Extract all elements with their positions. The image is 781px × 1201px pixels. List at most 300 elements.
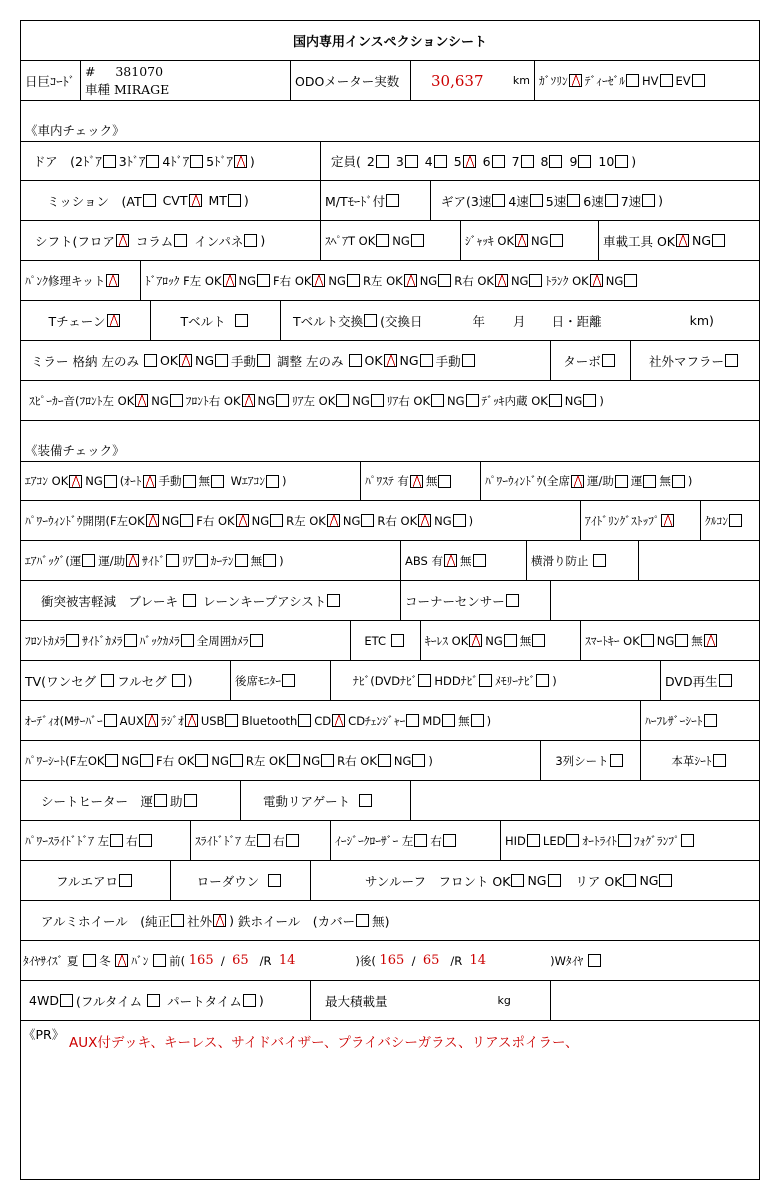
spk-deck-ng-checkbox[interactable]	[583, 394, 596, 407]
label-text: NG	[434, 513, 452, 528]
gear-5-checkbox[interactable]	[567, 194, 580, 207]
closer-right-checkbox[interactable]	[443, 834, 456, 847]
label-text: DVD再生	[665, 673, 718, 689]
spk-fr-ng-checkbox[interactable]	[276, 394, 289, 407]
closer-left-checkbox[interactable]	[414, 834, 427, 847]
label-text: 3ﾄﾞｱ	[118, 154, 146, 169]
car-label: 車種	[85, 81, 111, 97]
ps-rl-ok-checkbox[interactable]	[287, 754, 300, 767]
label-text: ｽﾏｰﾄｷｰ OK	[585, 633, 640, 648]
smartkey-ok-checkbox[interactable]	[641, 634, 654, 647]
label-text: )	[552, 673, 557, 688]
cd-changer-checkbox[interactable]	[406, 714, 419, 727]
w-aircon-checkbox[interactable]	[266, 475, 279, 488]
cap-9-checkbox[interactable]	[578, 155, 591, 168]
airbag-rear-checkbox[interactable]	[195, 554, 208, 567]
slide-door-row	[21, 821, 759, 861]
inspection-sheet	[20, 20, 760, 1180]
rear-monitor-checkbox[interactable]	[282, 674, 295, 687]
keyless-ok-checkbox[interactable]	[469, 634, 482, 647]
power-gate-checkbox[interactable]	[359, 794, 372, 807]
tire-van-checkbox[interactable]	[153, 954, 166, 967]
pw-all-checkbox[interactable]	[571, 475, 584, 488]
label-text: ギア(3速	[441, 193, 492, 209]
fullseg-checkbox[interactable]	[172, 674, 185, 687]
aircon-auto-checkbox[interactable]	[143, 475, 156, 488]
lock-rr-ok-checkbox[interactable]	[495, 274, 508, 287]
slide-left-checkbox[interactable]	[257, 834, 270, 847]
label-text: NG	[85, 474, 103, 488]
label-text: ｴｱｺﾝ OK	[25, 474, 69, 488]
label-text: 無)	[372, 913, 390, 929]
pst-yes-checkbox[interactable]	[410, 475, 423, 488]
label-text: 後席ﾓﾆﾀｰ	[235, 673, 281, 688]
tire-winter-checkbox[interactable]	[115, 954, 128, 967]
door-row	[21, 141, 759, 181]
label-text: ﾀｲﾔｻｲｽﾞ 夏	[23, 953, 79, 968]
label-text: ABS 有	[405, 553, 444, 568]
label-text: ﾊﾞｯｸｶﾒﾗ	[139, 633, 180, 648]
mirror-adj-left-checkbox[interactable]	[349, 354, 362, 367]
pwo-rr-ng-checkbox[interactable]	[453, 514, 466, 527]
label-text: ﾘｱ	[182, 553, 194, 568]
pr-row	[21, 1021, 759, 1179]
label-text: 5速	[545, 193, 567, 209]
fog-checkbox[interactable]	[681, 834, 694, 847]
spk-rl-ok-checkbox[interactable]	[336, 394, 349, 407]
auto-light-checkbox[interactable]	[618, 834, 631, 847]
spk-rr-ng-checkbox[interactable]	[466, 394, 479, 407]
fuel-hv-checkbox[interactable]	[660, 74, 673, 87]
lock-trunk-ok-checkbox[interactable]	[590, 274, 603, 287]
full-aero-checkbox[interactable]	[119, 874, 132, 887]
label-text: ﾗｼﾞｵ	[160, 713, 184, 728]
at-checkbox[interactable]	[143, 194, 156, 207]
label-text: 日・距離	[551, 313, 602, 329]
label-text: )	[687, 474, 693, 488]
label-text: (ｵｰﾄ	[119, 474, 142, 488]
mirror-adj-ng-checkbox[interactable]	[420, 354, 433, 367]
wheel-aftermarket-checkbox[interactable]	[213, 914, 226, 927]
ps-rr-ok-checkbox[interactable]	[378, 754, 391, 767]
hid-checkbox[interactable]	[527, 834, 540, 847]
front-tire-aspect: 65	[232, 953, 249, 968]
puncture-kit-checkbox[interactable]	[106, 274, 119, 287]
label-text: NG	[211, 753, 229, 768]
lock-fr-ok-checkbox[interactable]	[312, 274, 325, 287]
shift-inpane-checkbox[interactable]	[244, 234, 257, 247]
label-text: )	[187, 673, 193, 688]
wheel-row	[21, 901, 759, 941]
label-text: NG	[447, 393, 465, 408]
audio-none-checkbox[interactable]	[471, 714, 484, 727]
fourwd-row	[21, 981, 759, 1021]
label-text: CD	[314, 713, 332, 728]
label-text: 2	[366, 153, 375, 169]
label-text: ｼﾞｬｯｷ OK	[465, 233, 514, 248]
ps-fl-ok-checkbox[interactable]	[105, 754, 118, 767]
around-cam-checkbox[interactable]	[250, 634, 263, 647]
label-text: ﾄﾞｱﾛｯｸ F左 OK	[145, 273, 222, 288]
ps-rr-ng-checkbox[interactable]	[412, 754, 425, 767]
aircon-manual-checkbox[interactable]	[183, 475, 196, 488]
tbelt-change-checkbox[interactable]	[364, 314, 377, 327]
label-text: ETC	[364, 633, 386, 648]
pslide-right-checkbox[interactable]	[139, 834, 152, 847]
label-text: NG	[161, 513, 180, 528]
cap-2-checkbox[interactable]	[376, 155, 389, 168]
aircon-none-checkbox[interactable]	[211, 475, 224, 488]
label-text: 10	[598, 153, 615, 169]
label-text: /	[411, 953, 416, 968]
label-text: km)	[689, 313, 714, 328]
pwo-fr-ok-checkbox[interactable]	[236, 514, 249, 527]
mt-mode-checkbox[interactable]	[386, 194, 399, 207]
label-text: 最大積載量	[325, 993, 388, 1009]
front-cam-checkbox[interactable]	[66, 634, 79, 647]
label-text: 鉄ホイール (カバー	[238, 913, 356, 929]
front-tire-rim: 14	[278, 953, 296, 968]
pwo-rl-ng-checkbox[interactable]	[361, 514, 374, 527]
label-text: F右 OK	[196, 513, 235, 528]
label-text: 車載工具 OK	[603, 233, 676, 249]
label-text: 5	[453, 153, 462, 169]
row3-seat-checkbox[interactable]	[610, 754, 623, 767]
label-text: F右 OK	[273, 273, 312, 288]
label-text: HV	[642, 73, 659, 88]
label-text: 6	[482, 153, 491, 169]
radio-checkbox[interactable]	[185, 714, 198, 727]
label-text: 横滑り防止	[531, 553, 589, 568]
etc-checkbox[interactable]	[391, 634, 404, 647]
jack-ng-checkbox[interactable]	[550, 234, 563, 247]
label-text: )	[229, 913, 235, 928]
keyless-none-checkbox[interactable]	[532, 634, 545, 647]
label-text: NG	[531, 233, 549, 248]
rear-tire-width: 165	[379, 953, 405, 968]
ps-fl-ng-checkbox[interactable]	[140, 754, 153, 767]
sunroof-front-ok-checkbox[interactable]	[511, 874, 524, 887]
label-text: (交換日	[380, 313, 423, 329]
mirror-adj-ok-checkbox[interactable]	[384, 354, 397, 367]
label-text: NG	[302, 753, 321, 768]
label-text: Wｴｱｺﾝ	[230, 474, 266, 488]
label-text: 無	[659, 474, 671, 488]
abs-yes-checkbox[interactable]	[444, 554, 457, 567]
label-text: CVT	[162, 193, 188, 208]
fuel-ev-checkbox[interactable]	[692, 74, 705, 87]
label-text: HID	[505, 833, 526, 848]
gear-6-checkbox[interactable]	[605, 194, 618, 207]
dvd-navi-checkbox[interactable]	[418, 674, 431, 687]
turbo-checkbox[interactable]	[602, 354, 615, 367]
shift-column-checkbox[interactable]	[174, 234, 187, 247]
spare-ok-checkbox[interactable]	[376, 234, 389, 247]
cap-10-checkbox[interactable]	[615, 155, 628, 168]
side-cam-checkbox[interactable]	[124, 634, 137, 647]
odo-label: ODOメーター実数	[295, 73, 400, 89]
label-text: NG	[257, 393, 276, 408]
sunroof-front-ng-checkbox[interactable]	[548, 874, 561, 887]
md-checkbox[interactable]	[442, 714, 455, 727]
tools-ng-checkbox[interactable]	[712, 234, 725, 247]
label-text: kg	[497, 994, 511, 1007]
cap-5-checkbox[interactable]	[463, 155, 476, 168]
pwo-fr-ng-checkbox[interactable]	[270, 514, 283, 527]
door-2-checkbox[interactable]	[103, 155, 116, 168]
label-text: 電動リアゲート	[263, 793, 351, 809]
label-text: 運	[630, 474, 643, 488]
smartkey-ng-checkbox[interactable]	[675, 634, 688, 647]
label-text: NG	[564, 393, 583, 408]
label-text: ｲｰｼﾞｰｸﾛｰｻﾞｰ 左	[335, 833, 414, 848]
label-text: 4WD	[29, 993, 59, 1008]
oneseg-checkbox[interactable]	[101, 674, 114, 687]
half-leather-checkbox[interactable]	[704, 714, 717, 727]
lowdown-checkbox[interactable]	[268, 874, 281, 887]
label-text: )	[658, 193, 664, 208]
label-text: 全周囲ｶﾒﾗ	[196, 633, 249, 648]
lock-fl-ng-checkbox[interactable]	[257, 274, 270, 287]
label-text: 無	[460, 553, 472, 568]
keyless-ng-checkbox[interactable]	[504, 634, 517, 647]
tchain-checkbox[interactable]	[107, 314, 120, 327]
label-text: ローダウン	[196, 873, 260, 889]
bluetooth-checkbox[interactable]	[298, 714, 311, 727]
fuel-diesel-checkbox[interactable]	[626, 74, 639, 87]
label-text: ﾌﾛﾝﾄ右 OK	[185, 393, 241, 408]
label-text: NG	[352, 393, 370, 408]
lock-trunk-ng-checkbox[interactable]	[624, 274, 637, 287]
label-text: )	[468, 513, 474, 528]
sheet-title: 国内専用インスペクションシート	[292, 35, 488, 50]
mt-checkbox[interactable]	[228, 194, 241, 207]
hdd-navi-checkbox[interactable]	[479, 674, 492, 687]
dvd-play-checkbox[interactable]	[719, 674, 732, 687]
stock-number: 381070	[115, 63, 164, 79]
label-text: NG	[419, 273, 438, 288]
label-text: 社外マフラー	[648, 353, 724, 369]
pwo-rr-ok-checkbox[interactable]	[418, 514, 431, 527]
mirror-row	[21, 341, 759, 381]
tbelt-checkbox[interactable]	[235, 314, 248, 327]
gear-3-checkbox[interactable]	[492, 194, 505, 207]
spare-ng-checkbox[interactable]	[411, 234, 424, 247]
gear-4-checkbox[interactable]	[530, 194, 543, 207]
spk-fl-ng-checkbox[interactable]	[170, 394, 183, 407]
label-text: シフト(フロア	[35, 233, 115, 249]
ps-fr-ok-checkbox[interactable]	[195, 754, 208, 767]
label-text: ﾃﾞｯｷ内蔵 OK	[481, 393, 548, 408]
usb-checkbox[interactable]	[225, 714, 238, 727]
label-text: ﾊﾞﾝ	[131, 953, 149, 968]
label-text: ﾊｰﾌﾚｻﾞｰｼｰﾄ	[645, 713, 703, 728]
ps-fr-ng-checkbox[interactable]	[230, 754, 243, 767]
door-3-checkbox[interactable]	[146, 155, 159, 168]
label-text: ﾌﾛﾝﾄｶﾒﾗ	[25, 633, 66, 648]
label-text: 手動	[231, 353, 257, 369]
cvt-checkbox[interactable]	[189, 194, 202, 207]
label-text: ﾘｱ右 OK	[386, 393, 431, 408]
lock-fl-ok-checkbox[interactable]	[223, 274, 236, 287]
pw-none-checkbox[interactable]	[672, 475, 685, 488]
cap-4-checkbox[interactable]	[434, 155, 447, 168]
airbag-none-checkbox[interactable]	[263, 554, 276, 567]
label-text: )	[631, 153, 637, 169]
door-5-checkbox[interactable]	[234, 155, 247, 168]
label-text: NG	[194, 353, 215, 368]
camera-row	[21, 621, 759, 661]
heater-d-checkbox[interactable]	[154, 794, 167, 807]
wheel-cover-checkbox[interactable]	[356, 914, 369, 927]
spk-fl-ok-checkbox[interactable]	[135, 394, 148, 407]
label-text: ｴｱﾊﾞｯｸﾞ(運	[25, 553, 82, 568]
label-text: )	[249, 153, 255, 169]
mirror-adj-manual-checkbox[interactable]	[462, 354, 475, 367]
m-server-checkbox[interactable]	[104, 714, 117, 727]
tools-ok-checkbox[interactable]	[676, 234, 689, 247]
label-text: NG	[392, 233, 410, 248]
label-text: ﾊﾟﾝｸ修理キット	[25, 273, 106, 288]
mirror-fold-manual-checkbox[interactable]	[257, 354, 270, 367]
aux-checkbox[interactable]	[145, 714, 158, 727]
label-text: /R	[450, 953, 463, 968]
label-text: ｵｰﾄﾗｲﾄ	[582, 833, 617, 848]
label-text: レーンキープアシスト	[202, 593, 327, 609]
section-interior: 《車内チェック》	[25, 123, 125, 138]
odo-unit: km	[512, 74, 530, 87]
idle-stop-checkbox[interactable]	[661, 514, 674, 527]
label-text: ｸﾙｺﾝ	[705, 513, 728, 528]
wheel-genuine-checkbox[interactable]	[171, 914, 184, 927]
label-text: )	[282, 474, 287, 488]
fuel-gasoline-checkbox[interactable]	[569, 74, 582, 87]
label-text: 無	[519, 633, 532, 648]
spk-deck-ok-checkbox[interactable]	[549, 394, 562, 407]
label-text: )	[258, 993, 264, 1008]
label-text: NG	[510, 273, 529, 288]
label-text: NG	[639, 873, 659, 888]
lock-rl-ok-checkbox[interactable]	[404, 274, 417, 287]
lane-keep-checkbox[interactable]	[327, 594, 340, 607]
label-text: フルエアロ	[55, 873, 118, 889]
label-text: )後(	[355, 953, 376, 968]
label-text: EV	[675, 73, 691, 88]
skid-checkbox[interactable]	[593, 554, 606, 567]
cd-checkbox[interactable]	[332, 714, 345, 727]
spk-fr-ok-checkbox[interactable]	[242, 394, 255, 407]
pslide-left-checkbox[interactable]	[110, 834, 123, 847]
label-text: /R	[259, 953, 272, 968]
label-text: 8	[540, 153, 549, 169]
pst-none-checkbox[interactable]	[438, 475, 451, 488]
fourwd-checkbox[interactable]	[60, 994, 73, 1007]
label-text: 定員(	[331, 154, 361, 169]
label-text: Tベルト交換	[293, 313, 364, 329]
back-cam-checkbox[interactable]	[181, 634, 194, 647]
cap-8-checkbox[interactable]	[549, 155, 562, 168]
label-text: NG	[393, 753, 412, 768]
spk-rl-ng-checkbox[interactable]	[371, 394, 384, 407]
lock-fr-ng-checkbox[interactable]	[347, 274, 360, 287]
cap-7-checkbox[interactable]	[521, 155, 534, 168]
cap-3-checkbox[interactable]	[405, 155, 418, 168]
label-text: NG	[485, 633, 503, 648]
sunroof-rear-ok-checkbox[interactable]	[623, 874, 636, 887]
corner-sensor-checkbox[interactable]	[506, 594, 519, 607]
tire-summer-checkbox[interactable]	[83, 954, 96, 967]
label-text: ｶｰﾃﾝ	[210, 553, 234, 568]
label-text: ﾊﾟﾜｽﾃ 有	[365, 474, 409, 488]
slide-right-checkbox[interactable]	[286, 834, 299, 847]
collision-brake-checkbox[interactable]	[183, 594, 196, 607]
lock-rr-ng-checkbox[interactable]	[529, 274, 542, 287]
ps-rl-ng-checkbox[interactable]	[321, 754, 334, 767]
label-text: OK	[159, 353, 178, 368]
aircon-ok-checkbox[interactable]	[69, 475, 82, 488]
pwo-fl-ng-checkbox[interactable]	[180, 514, 193, 527]
door-4-checkbox[interactable]	[190, 155, 203, 168]
label-text: R左 OK	[245, 753, 286, 768]
cap-6-checkbox[interactable]	[492, 155, 505, 168]
shift-floor-checkbox[interactable]	[116, 234, 129, 247]
label-text: 右	[126, 833, 138, 848]
parttime-checkbox[interactable]	[243, 994, 256, 1007]
label-text: TV(ワンセグ	[25, 673, 97, 689]
led-checkbox[interactable]	[566, 834, 579, 847]
spk-rr-ok-checkbox[interactable]	[431, 394, 444, 407]
muffler-checkbox[interactable]	[725, 354, 738, 367]
label-text: 社外	[187, 913, 213, 929]
label-text: R右 OK	[454, 273, 494, 288]
mem-navi-checkbox[interactable]	[536, 674, 549, 687]
label-text: 前(	[169, 953, 186, 968]
pwo-rl-ok-checkbox[interactable]	[327, 514, 340, 527]
sunroof-rear-ng-checkbox[interactable]	[659, 874, 672, 887]
pw-dp-checkbox[interactable]	[615, 475, 628, 488]
cruise-checkbox[interactable]	[729, 514, 742, 527]
airbag-side-checkbox[interactable]	[166, 554, 179, 567]
label-text: ﾘｱ左 OK	[292, 393, 336, 408]
abs-none-checkbox[interactable]	[473, 554, 486, 567]
label-text: R右 OK	[377, 513, 418, 528]
leather-seat-checkbox[interactable]	[713, 754, 726, 767]
pwo-fl-ok-checkbox[interactable]	[146, 514, 159, 527]
w-tire-checkbox[interactable]	[588, 954, 601, 967]
aircon-ng-checkbox[interactable]	[104, 475, 117, 488]
gear-7-checkbox[interactable]	[642, 194, 655, 207]
label-text: インパネ	[194, 233, 244, 249]
airbag-curtain-checkbox[interactable]	[235, 554, 248, 567]
jack-ok-checkbox[interactable]	[515, 234, 528, 247]
mirror-fold-ok-checkbox[interactable]	[179, 354, 192, 367]
label-text: 4速	[508, 193, 529, 209]
smartkey-none-checkbox[interactable]	[704, 634, 717, 647]
airbag-dp-checkbox[interactable]	[126, 554, 139, 567]
label-text: ﾊﾟﾜｰｳｨﾝﾄﾞｳ開閉(F左OK	[25, 513, 145, 528]
label-text: 5ﾄﾞｱ	[206, 154, 233, 169]
airbag-row	[21, 541, 759, 581]
lock-rl-ng-checkbox[interactable]	[438, 274, 451, 287]
fulltime-checkbox[interactable]	[147, 994, 160, 1007]
label-text: M/Tﾓｰﾄﾞ付	[325, 193, 386, 209]
heater-p-checkbox[interactable]	[184, 794, 197, 807]
mirror-fold-ng-checkbox[interactable]	[215, 354, 228, 367]
mission-row	[21, 181, 759, 221]
airbag-d-checkbox[interactable]	[82, 554, 95, 567]
mirror-fold-left-checkbox[interactable]	[144, 354, 157, 367]
pw-d-checkbox[interactable]	[643, 475, 656, 488]
